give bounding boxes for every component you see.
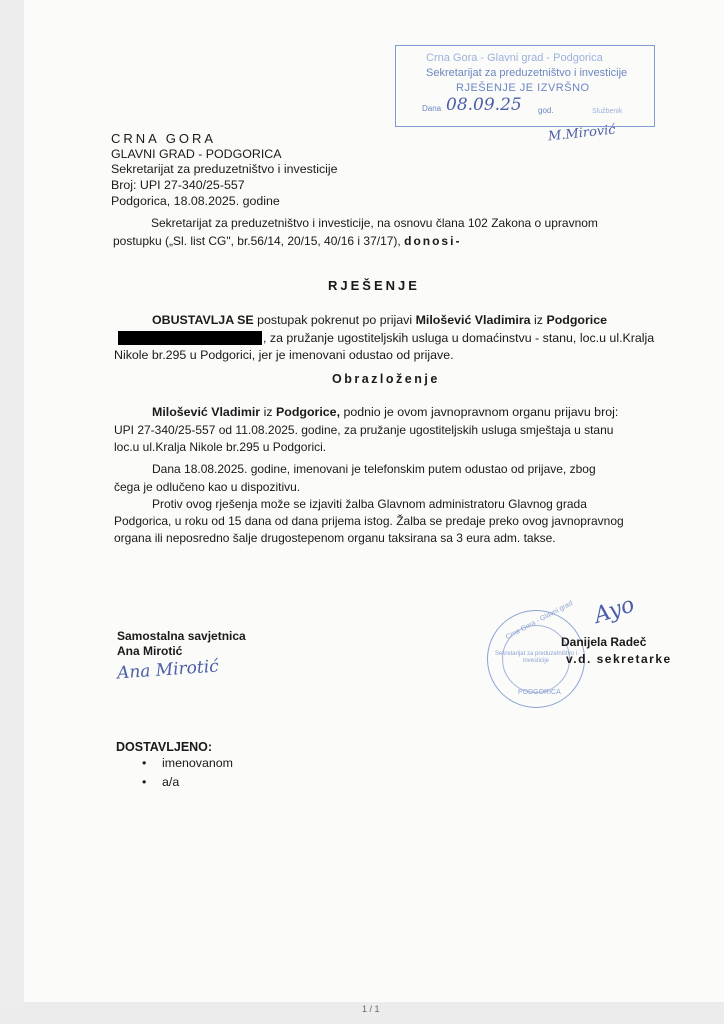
reasoning-p1-bold2: Podgorice, (275, 405, 341, 419)
delivery-title: DOSTAVLJENO: (116, 740, 213, 754)
decision-text-a: postupak pokrenut po prijavi (257, 313, 413, 327)
seal-bottom-text: PODGORICA (518, 689, 561, 696)
left-signatory-title: Samostalna savjetnica (117, 629, 246, 643)
reasoning-p1-line-1 (152, 404, 618, 421)
reasoning-p1-rest: podnio je ovom javnopravnom organu prijavu broj: (343, 405, 619, 419)
reasoning-p1-text: iz (263, 405, 273, 419)
reasoning-title: Obrazloženje (332, 372, 440, 386)
right-signatory-title: v.d. sekretarke (566, 652, 672, 666)
intro-line-2-text: postupku („Sl. list CG", br.56/14, 20/15, 40/16 i 37/17), (113, 234, 401, 248)
decision-text-b: iz (534, 313, 543, 327)
right-signatory-name: Danijela Radeč (561, 635, 647, 649)
stamp-signature: M.Mirović (547, 122, 617, 145)
seal-top-text: Crna Gora - Glavni grad (504, 599, 574, 642)
decision-bold-c: Podgorice (546, 313, 608, 327)
reasoning-p3-line-2: Podgorica, u roku od 15 dana od dana prijema istog. Žalba se predaje preko ovog javnopravnog (114, 514, 624, 528)
reasoning-p3-line-3: organa ili neposredno šalje drugostepenom organu taksirana sa 3 eura adm. takse. (114, 531, 556, 545)
intro-line-1: Sekretarijat za preduzetništvo i investicije, na osnovu člana 102 Zakona o upravnom (151, 216, 598, 230)
header-city: GLAVNI GRAD - PODGORICA (111, 147, 282, 161)
delivery-item: • imenovanom (162, 756, 233, 770)
header-number: Broj: UPI 27-340/25-557 (111, 178, 245, 192)
left-signatory-name: Ana Mirotić (117, 644, 183, 658)
header-office: Sekretarijat za preduzetništvo i investicije (111, 162, 338, 176)
reasoning-p2-line-1: Dana 18.08.2025. godine, imenovani je telefonskim putem odustao od prijave, zbog (152, 462, 596, 476)
header-country: CRNA GORA (111, 131, 217, 146)
right-handwritten-signature: Ayo (591, 592, 638, 629)
decision-bold-b: Milošević Vladimira (415, 313, 531, 327)
seal-mid-text: Sekretarijat za preduzetništvo i investicije (494, 651, 578, 664)
reasoning-p3-line-1: Protiv ovog rješenja može se izjaviti žalba Glavnom administratoru Glavnog grada (152, 497, 587, 511)
stamp-date-label: Dana (422, 104, 442, 113)
decision-title: RJEŠENJE (328, 278, 420, 293)
stamp-line-2: Sekretarijat za preduzetništvo i investicije (426, 67, 628, 79)
reasoning-p1-line-3: loc.u ul.Kralja Nikole br.295 u Podgorici. (114, 440, 327, 454)
stamp-date-value: 08.09.25 (446, 95, 522, 115)
intro-line-2 (113, 233, 461, 250)
reasoning-p1-line-2: UPI 27-340/25-557 od 11.08.2025. godine, za pružanje ugostiteljskih usluga smještaja u stanu (114, 423, 614, 437)
execution-stamp (395, 45, 655, 145)
left-handwritten-signature: Ana Mirotić (116, 656, 220, 684)
reasoning-p1-bold: Milošević Vladimir (152, 405, 261, 419)
page-number: 1 / 1 (362, 1004, 380, 1014)
redaction-bar (118, 331, 262, 345)
stamp-line-1: Crna Gora - Glavni grad - Podgorica (426, 52, 603, 64)
delivery-item: • a/a (162, 775, 179, 789)
stamp-date-suffix: god. (538, 106, 554, 115)
stamp-sign-label: Službenik (592, 108, 623, 115)
decision-line-3: Nikole br.295 u Podgorici, jer je imenovani odustao od prijave. (114, 348, 454, 362)
header-place-date: Podgorica, 18.08.2025. godine (111, 194, 280, 208)
decision-line-2: , za pružanje ugostiteljskih usluga u domaćinstvu - stanu, loc.u ul.Kralja (263, 331, 655, 345)
intro-donosi: donosi- (404, 234, 462, 248)
stamp-line-3: RJEŠENJE JE IZVRŠNO (456, 82, 590, 94)
decision-line-1 (152, 312, 607, 329)
reasoning-p2-line-2: čega je odlučeno kao u dispozitivu. (114, 480, 301, 494)
decision-bold-a: OBUSTAVLJA SE (152, 313, 254, 327)
